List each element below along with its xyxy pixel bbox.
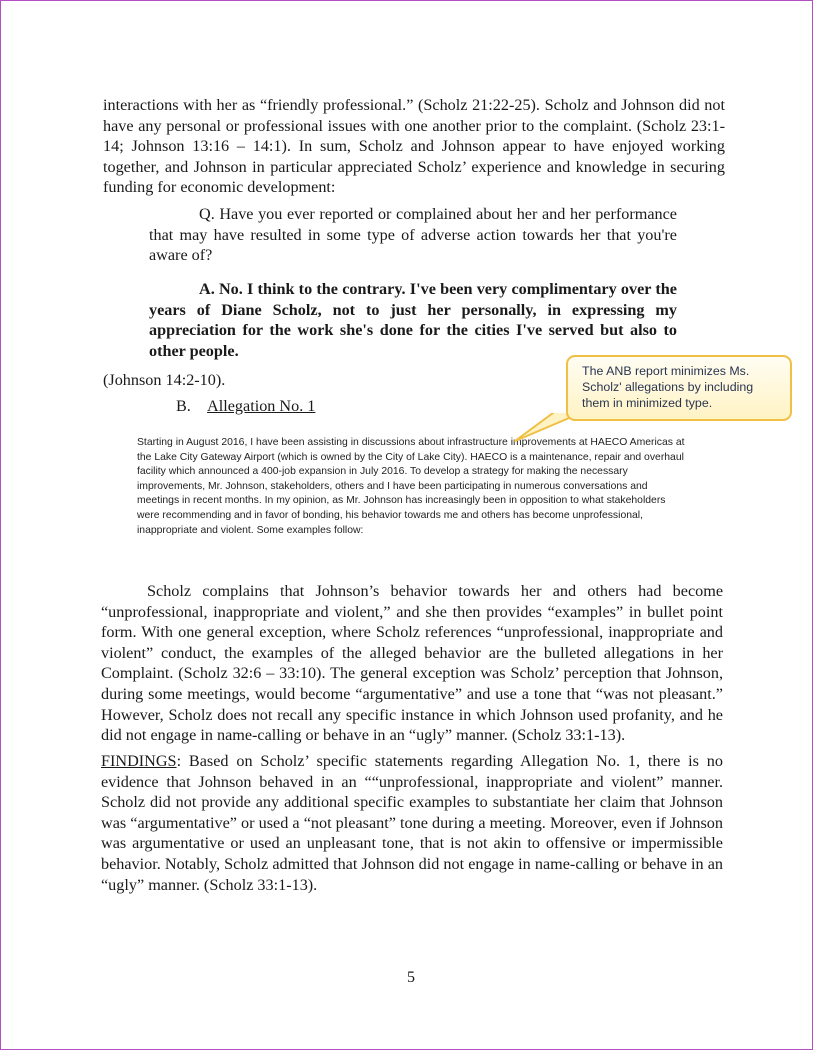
annotation-callout [566, 355, 792, 421]
section-heading [176, 396, 315, 416]
deposition-question: Q. Have you ever reported or complained about her and her performance that may have resulted in some type of adverse action towards her that you're aware of? [149, 205, 677, 265]
findings-label: FINDINGS [101, 752, 177, 770]
body-paragraph-2: Scholz complains that Johnson’s behavior towards her and others had become “unprofessional, inappropriate and violent,” and she then provides “examples” in bullet point form. With one general exception, where Scholz references “unprofessional, inappropriate and violent” conduct, the examples of the alleged behavior are the bulleted allegations in her Complaint. (Scholz 32:6 – 33:10). The general exception was Scholz’ perception that Johnson, during some meetings, would become “argumentative” and use a tone that “was not pleasant.” However, Scholz does not recall any specific instance in which Johnson used profanity, and he did not engage in name-calling or behave in an “ugly” manner. (Scholz 33:1-13). [101, 582, 723, 745]
section-letter: B. [176, 397, 191, 415]
page-number: 5 [407, 969, 415, 986]
body-paragraph-1: interactions with her as “friendly professional.” (Scholz 21:22-25). Scholz and Johnson did not have any personal or professional issues with one another prior to the complaint. (Scholz 23:1-14; Johnson 13:16 – 14:1). In sum, Scholz and Johnson appear to have enjoyed working together, and Johnson in particular appreciated Scholz’ experience and knowledge in securing funding for economic development: [103, 96, 725, 197]
findings-paragraph [101, 751, 723, 895]
complaint-excerpt: Starting in August 2016, I have been assisting in discussions about infrastructure improvements at HAECO Americas at the Lake City Gateway Airport (which is owned by the City of Lake City). HAECO is a maintenance, repair and overhaul facility which announced a 400-job expansion in July 2016. To develop a strategy for making the necessary improvements, Mr. Johnson, stakeholders, others and I have been participating in numerous conversations and meetings in recent months. In my opinion, as Mr. Johnson has increasingly been in opposition to what stakeholders were recommending and in favor of bonding, his behavior towards me and others has become unprofessional, inappropriate and violent. Some examples follow: [137, 437, 685, 536]
section-title: Allegation No. 1 [207, 397, 316, 415]
annotation-text: The ANB report minimizes Ms. Scholz' allegations by including them in minimized type. [582, 364, 754, 410]
deposition-citation: (Johnson 14:2-10). [103, 371, 226, 389]
deposition-answer: A. No. I think to the contrary. I've been very complimentary over the years of Diane Scholz, not to just her personally, in expressing my appreciation for the work she's done for the cities I've served but also to other people. [149, 280, 677, 360]
findings-text: : Based on Scholz’ specific statements regarding Allegation No. 1, there is no evidence that Johnson behaved in an ““unprofessional, inappropriate and violent” manner. Scholz did not provide any additional specific examples to substantiate her claim that Johnson was “argumentative” or used a “not pleasant” tone during a meeting. Moreover, even if Johnson was argumentative or used an unpleasant tone, that is not akin to offensive or impermissible behavior. Notably, Scholz admitted that Johnson did not engage in name-calling or behave in an “ugly” manner. (Scholz 33:1-13). [101, 752, 723, 894]
